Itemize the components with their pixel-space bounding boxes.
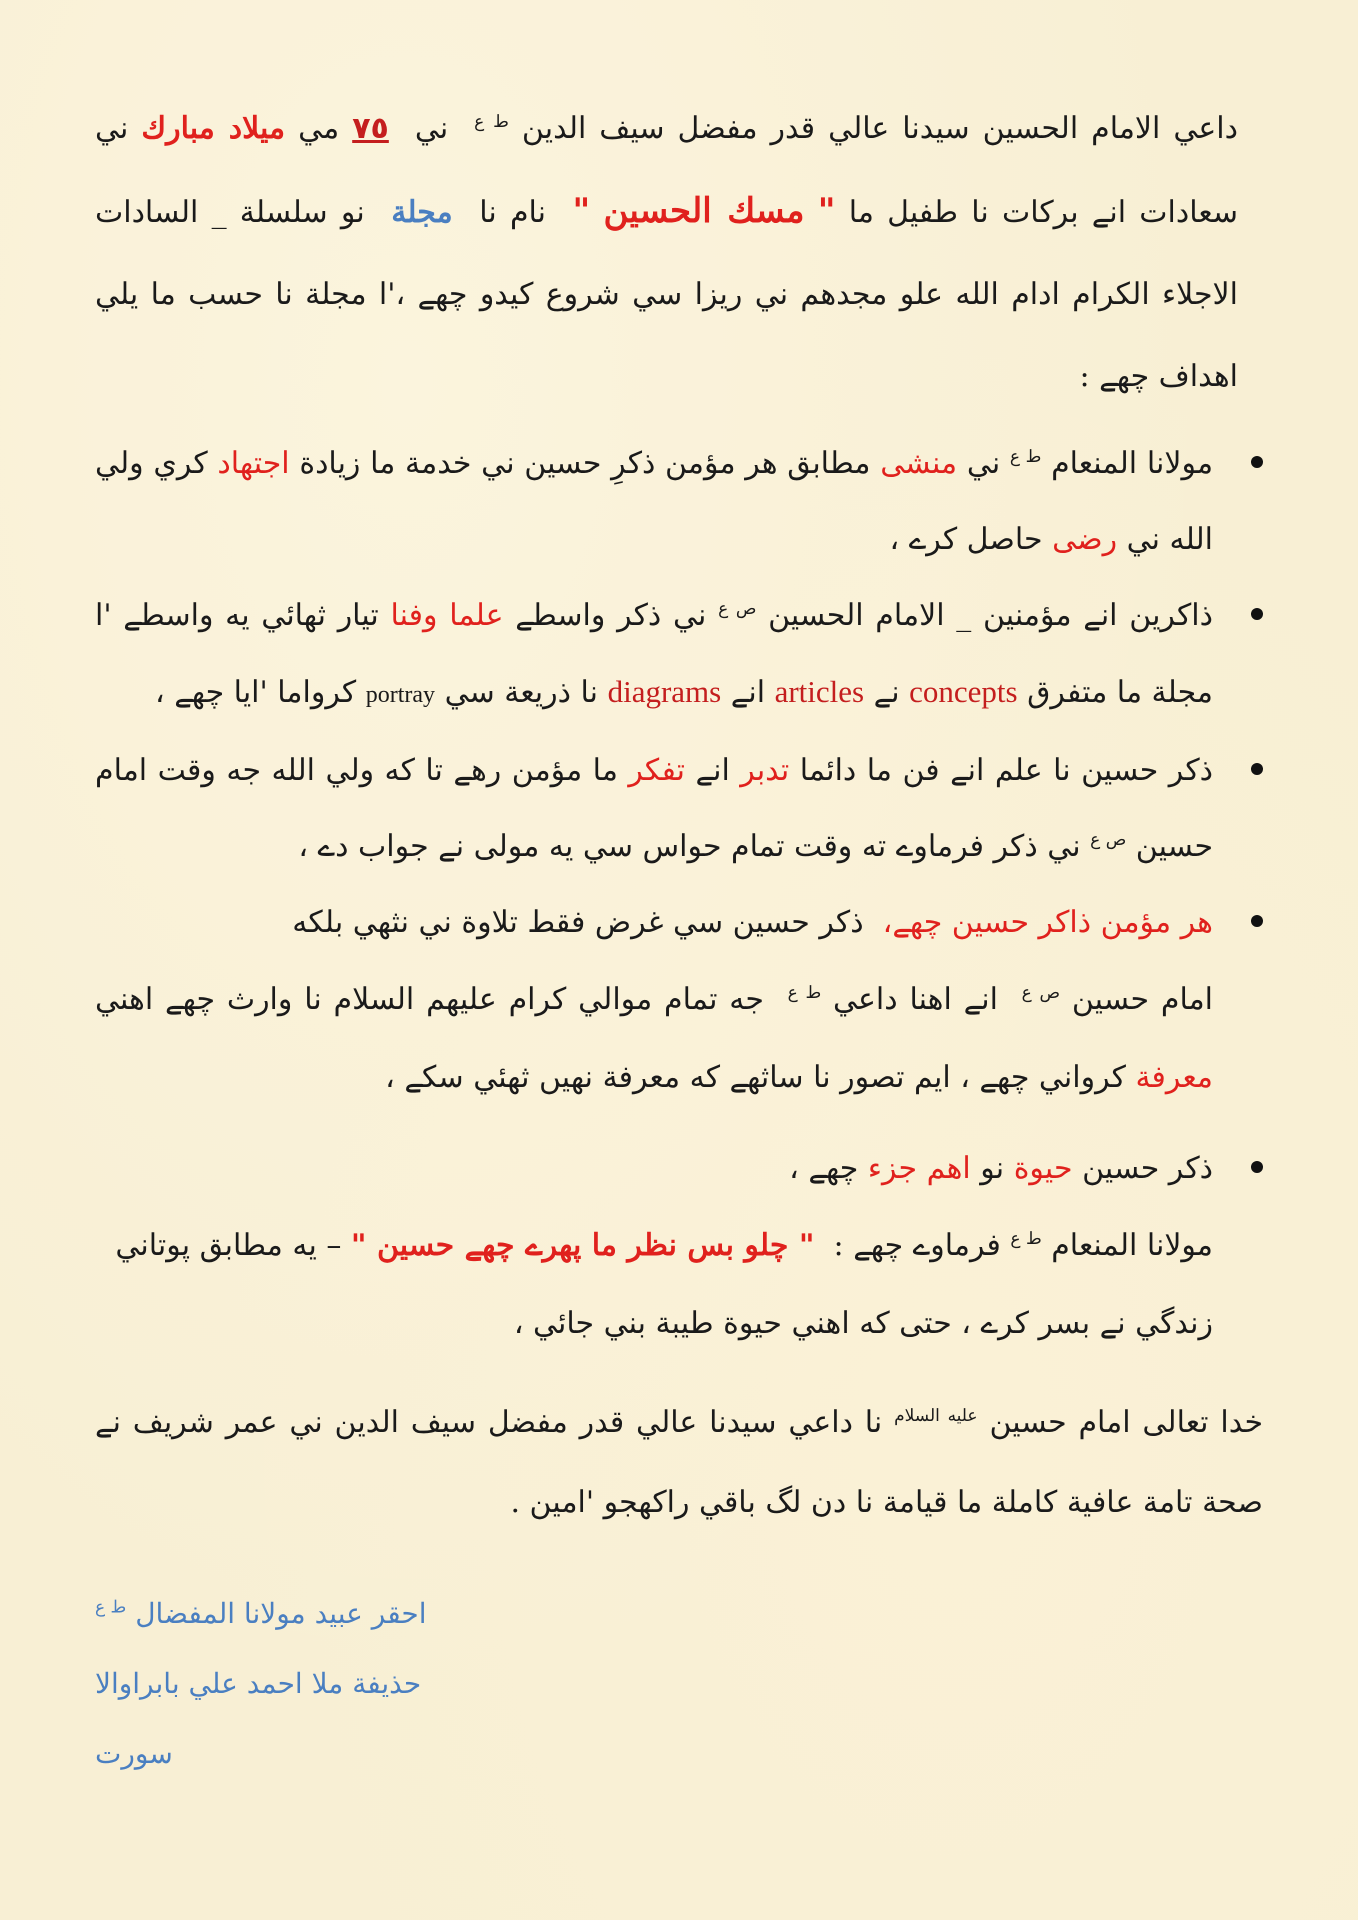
item-text: امام حسين <box>1071 982 1213 1017</box>
rida-highlight: رضى <box>1052 522 1118 557</box>
item-text: کري ولي الله ني <box>95 446 1213 557</box>
signature-name: حذيفة ملا احمد علي بابراوالا <box>95 1667 422 1700</box>
continuation-paragraph <box>95 961 1263 1117</box>
item-text: نا ذريعة سي <box>444 675 599 710</box>
milad-mubarak-highlight: ميلاد مبارك <box>141 111 286 146</box>
articles-term: articles <box>774 674 865 709</box>
signature-block <box>95 1579 1263 1789</box>
hayat-highlight: حيوة <box>1013 1151 1073 1186</box>
honorific-superscript: ط ع <box>95 1597 127 1618</box>
tadabbur-highlight: تدبر <box>740 753 790 788</box>
marifa-highlight: معرفة <box>1135 1060 1213 1095</box>
quote-text: – يه مطابق پوتاني زندگي نے بسر کرے ، حتى که اهني حيوة طيبة بني جائي ، <box>115 1228 1213 1341</box>
every-mumin-zakir-highlight: هر مؤمن ذاکر حسين چھے، <box>882 905 1213 940</box>
item-text: ذاکرين انے مؤمنين _ الامام الحسين <box>768 598 1213 633</box>
diagrams-term: diagrams <box>607 674 722 709</box>
item-text: ما مؤمن رهے تا که ولي الله جه وقت امام حسين <box>95 753 1213 864</box>
tafakkur-highlight: تفكر <box>628 753 686 788</box>
item-text: انے <box>730 675 766 710</box>
item-text: نو <box>980 1151 1005 1186</box>
honorific-superscript: ط ع <box>1010 1229 1042 1249</box>
munsha-highlight: منشى <box>880 446 958 481</box>
item-text: جه تمام موالي کرام عليهم السلام نا وارث چھے اهني <box>95 982 764 1017</box>
objectives-list-continued <box>95 1131 1263 1207</box>
item-text: مطابق هر مؤمن ذكرِ حسين ني خدمة ما زيادة <box>299 446 871 481</box>
honorific-superscript: ط ع <box>474 112 509 132</box>
list-item <box>95 578 1213 733</box>
aham-juz-highlight: اهم جزء <box>867 1151 971 1186</box>
signature-line <box>95 1579 1263 1649</box>
quote-text: فرماوے چھے : <box>833 1228 1001 1263</box>
honorific-superscript: عليه السلام <box>894 1406 978 1426</box>
item-text: تيار ثهائي يه واسطے 'ا مجلة ما متفرق <box>95 598 1213 710</box>
item-text: کرواني چھے ، ايم تصور نا ساثهے که معرفة نهيں ثهئي سکے ، <box>385 1060 1126 1095</box>
intro-text: نو سلسلة _ السادات الاجلاء الکرام ادام الله علو مجدهم ني ريزا سي شروع کيدو چھے ،'ا مجلة نا حسب ما يلي اهداف چھے : <box>95 195 1238 394</box>
intro-paragraph <box>95 88 1263 418</box>
objectives-list <box>95 426 1263 961</box>
bullet-icon <box>1251 608 1263 620</box>
portray-term: portray <box>365 682 436 708</box>
bullet-icon <box>1251 1161 1263 1173</box>
honorific-superscript: ط ع <box>787 983 822 1003</box>
item-text: انے <box>695 753 730 788</box>
intro-text: ني <box>414 111 449 146</box>
intro-text: سعادات انے برکات نا طفيل ما <box>848 195 1238 230</box>
item-text: کرواما 'ايا چھے ، <box>154 675 357 710</box>
highlighted-quote: " چلو بس نظر ما پھرے چھے حسين " <box>350 1228 815 1263</box>
signature-city: سورت <box>95 1737 173 1770</box>
dua-text: نا داعي سيدنا عالي قدر مفضل سيف الدين ني عمر شريف نے صحة تامة عافية کاملة ما قيامة نا دن لگ باقي راکهجو 'امين . <box>95 1405 1263 1520</box>
item-text: ذکر حسين سي غرض فقط تلاوة ني نثهي بلکه <box>292 905 864 940</box>
item-text: انے اهنا داعي <box>833 982 998 1017</box>
quote-text: مولانا المنعام <box>1051 1228 1213 1263</box>
ilm-highlight: علما وفنا <box>390 598 504 633</box>
item-text: نے <box>873 675 900 710</box>
bullet-icon <box>1251 456 1263 468</box>
misk-al-husain-title: مسك الحسين <box>603 191 805 231</box>
bullet-icon <box>1251 763 1263 775</box>
ijtihad-highlight: اجتهاد <box>217 446 290 481</box>
honorific-superscript: ط ع <box>1009 447 1042 467</box>
dua-paragraph <box>95 1383 1263 1543</box>
honorific-superscript: ص ع <box>718 599 757 619</box>
intro-text: مي <box>298 111 340 146</box>
majalla-highlight: مجلة <box>391 195 453 230</box>
list-item <box>95 1131 1213 1207</box>
year-number: ٧٥ <box>352 111 389 146</box>
dua-text: خدا تعالى امام حسين <box>989 1405 1263 1440</box>
quote-paragraph <box>95 1207 1263 1363</box>
item-text: حاصل کرے ، <box>889 522 1043 557</box>
list-item <box>95 885 1213 961</box>
list-item <box>95 733 1213 885</box>
honorific-superscript: ص ع <box>1021 983 1060 1003</box>
intro-text: داعي الامام الحسين سيدنا عالي قدر مفضل سيف الدين <box>521 111 1238 146</box>
item-text: ذکر حسين <box>1082 1151 1213 1186</box>
intro-text: نام نا <box>479 195 547 230</box>
signature-text: احقر عبيد مولانا المفضال <box>135 1597 427 1630</box>
honorific-superscript: ص ع <box>1090 830 1127 850</box>
item-text: ني ذکر واسطے <box>515 598 707 633</box>
bullet-icon <box>1251 915 1263 927</box>
quote-mark: " <box>817 191 836 231</box>
item-text: ني ذکر فرماوے ته وقت تمام حواس سي يه مولى نے جواب دے ، <box>298 829 1081 864</box>
item-text: ذکر حسين نا علم انے فن ما دائما <box>799 753 1213 788</box>
item-text: چھے ، <box>789 1151 859 1186</box>
intro-text: ني <box>95 111 129 146</box>
quote-mark: " <box>572 191 591 231</box>
concepts-term: concepts <box>909 674 1018 709</box>
item-text: مولانا المنعام <box>1051 446 1214 481</box>
item-text: ني <box>966 446 1001 481</box>
list-item <box>95 426 1213 578</box>
